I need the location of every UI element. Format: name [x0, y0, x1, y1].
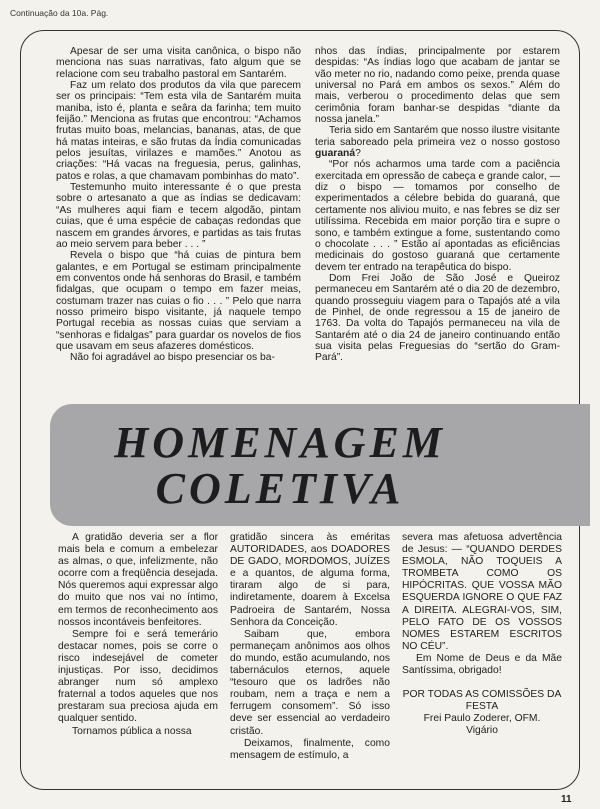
signature-committees: POR TODAS AS COMISSÕES DA FESTA: [402, 689, 562, 713]
signature-title: Vigário: [466, 725, 498, 737]
banner-line-1: HOMENAGEM: [114, 418, 446, 467]
banner-line-2: COLETIVA: [155, 464, 405, 513]
paragraph: Não foi agradável ao bispo presenciar os ba-: [70, 352, 275, 364]
paragraph: Em Nome de Deus e da Mãe Santíssima, obrigado!: [402, 652, 562, 677]
paragraph: Tornamos pública a nossa: [72, 725, 192, 737]
homenagem-column-3: [402, 532, 562, 762]
continuation-header: Continuação da 10a. Pág.: [10, 8, 109, 18]
homenagem-column-1: [58, 532, 218, 762]
paragraph: nhos das índias, principalmente por estarem despidas: “As índias logo que acabam de jantar se vão meter no rio, nadando como peixe, prenda quase universal no Pará em ambos os sexos.” Além do mais, verberou o procedimento delas que sem cerimônia foram banhar-se despidas “diante da nossa janela.”: [315, 46, 560, 126]
homenagem-banner: [50, 404, 590, 526]
paragraph: Deixamos, finalmente, como mensagem de estímulo, a: [230, 737, 390, 761]
article-columns: [56, 46, 560, 364]
paragraph: severa mas afetuosa advertência de Jesus: — “QUANDO DERDES ESMOLA, NÃO TOQUEIS A TROMBETA COMO OS HIPÓCRITAS. QUE VOSSA MÃO ESQUERDA IGNORE O QUE FAZ A DIREITA. ALEGRAI-VOS, SIM, PELO FATO DE OS VOSSOS NOMES ESTAREM ESCRITOS NO CÉU”.: [402, 532, 562, 652]
guarana-bold: guaraná: [315, 148, 356, 160]
paragraph: Faz um relato dos produtos da vila que parecem ser os principais: “Tem esta vila de Santarém muita maniba, isto é, planta e seâra da farinha; tem muito feijão.” Menciona as frutas que encontrou: “Achamos frutas muito boas, melancias, bananas, atas, de que há matas inteiras, e são frutas da Índia comunicadas pelos jesuítas, virilazes e mamões.” Anotou as criações: “Há vacas na freguesia, perus, galinhas, patos e rolas, a que chamavam pombinhas do mato”.: [56, 80, 301, 182]
paragraph: [315, 125, 560, 159]
paragraph: Apesar de ser uma visita canônica, o bispo não menciona nas suas narrativas, fato algum que se relacione com seu trabalho pastoral em Santarém.: [56, 46, 301, 80]
homenagem-columns: [58, 532, 562, 762]
paragraph: Revela o bispo que “há cuias de pintura bem galantes, e em Portugal se estimam principalmente em conventos onde há senhoras do Brasil, e também fidalgas, que ocupam o tempo em fazer meias, costumam trazer nas cuias o fio . . . ” Pelo que narra nosso primeiro bispo visitante, já naquele tempo Portugal recebia as nossas cuias que serviam a “senhoras e fidalgas” para guardar os novelos de fios que usavam em seus afazeres domésticos.: [56, 250, 301, 352]
paragraph: “Por nós acharmos uma tarde com a paciência exercitada em opressão de cabeça e grande calor, — diz o bispo — tomamos por conselho de experimentados a célebre bebida do guaraná, que certamente nos aliviou muito, e nas febres se diz ser utilíssima. Recebida em maior porção tira e supre o sono, e também extingue a fome, sustentando como o chocolate . . . ” Estão aí apontadas as eficiências medicinais do gostoso guaraná que certamente devem ter entrado na terapêutica do bispo.: [315, 159, 560, 273]
page-number: 11: [561, 794, 572, 805]
paragraph: A gratidão deveria ser a flor mais bela e comum a embelezar as almas, o que, infelizmente, não ocorre com a freqüência desejada. Nós queremos aqui expressar algo do muito que nos vai no íntimo, em termos de reconhecimento aos nossos incontáveis benfeitores.: [58, 532, 218, 628]
paragraph: Dom Frei João de São José e Queiroz permaneceu em Santarém até o dia 20 de dezembro, quando prosseguiu viagem para o Tapajós até a vila de Pinhel, de onde regressou a 15 de janeiro de 1763. Da volta do Tapajós permaneceu na vila de Santarém até o dia 24 de janeiro continuando então sua visita pelas Freguesias do “sertão do Gram-Pará”.: [315, 272, 560, 364]
paragraph: Sempre foi e será temerário destacar nomes, pois se corre o risco indesejável de cometer injustiças. Por isso, decidimos abranger num só amplexo fraternal a todos aqueles que nos prestaram sua preciosa ajuda em qualquer sentido.: [58, 628, 218, 725]
right-column: [315, 46, 560, 364]
homenagem-column-2: [230, 532, 390, 762]
signature-name: Frei Paulo Zoderer, OFM.: [423, 713, 541, 725]
paragraph: Testemunho muito interessante é o que presta sobre o artesanato a que as índias se dedicavam: “As mulheres aqui fiam e tecem algodão, pintam cuias, que é uma espécie de cabaças redondas que nascem em grandes árvores, e partidas as tais frutas ao meio servem para beber . . . ”: [56, 182, 301, 250]
left-column: [56, 46, 301, 364]
text-run: Teria sido em Santarém que nosso ilustre visitante teria saboreado pela primeira vez o nosso gostoso: [315, 125, 560, 148]
paragraph: gratidão sincera às eméritas AUTORIDADES, aos DOADORES DE GADO, MORDOMOS, JUÍZES e a quantos, de alguma forma, tiraram algo de si para, indiretamente, doarem à Excelsa Padroeira de Santarém, Nossa Senhora da Conceição.: [230, 532, 390, 628]
banner-title: [50, 404, 510, 526]
paragraph: Saibam que, embora permaneçam anônimos aos olhos do mundo, estão acumulando, nos tabernáculos eternos, aquele “tesouro que os ladrões não roubam, nem a traça e nem a ferrugem consomem”. Só isso deve ser essencial ao verdadeiro cristão.: [230, 628, 390, 737]
text-run: ?: [355, 148, 361, 160]
